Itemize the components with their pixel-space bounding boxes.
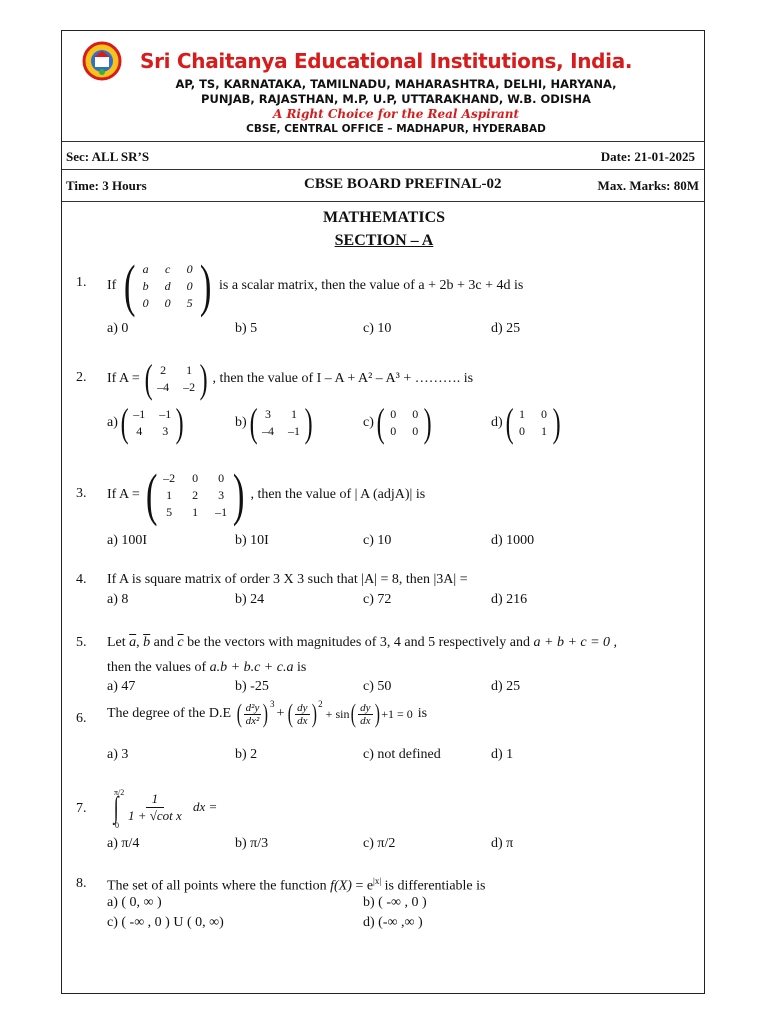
fraction <box>244 702 262 727</box>
question-number: 2. <box>76 370 87 385</box>
left-paren: ( <box>505 400 514 445</box>
option-b[interactable] <box>235 400 315 445</box>
matrix-cell: –1 <box>288 424 300 438</box>
option-d[interactable]: d) 216 <box>491 592 528 607</box>
question-text: is a scalar matrix, then the value of a + 2b + 3c + 4d is <box>218 278 524 293</box>
matrix <box>120 253 215 318</box>
option-label: c) <box>363 415 374 430</box>
matrix-cell: –1 <box>215 504 228 519</box>
right-paren: ) <box>552 400 561 445</box>
question-text: Let <box>107 635 126 650</box>
option-b[interactable]: b) π/3 <box>235 836 269 851</box>
equation-tail: +1 = 0 <box>381 706 413 721</box>
section-label: Sec: ALL SR’S <box>66 149 150 164</box>
matrix-cell: 0 <box>142 295 149 310</box>
question-5-line-2 <box>107 660 306 676</box>
left-paren: ( <box>288 699 294 728</box>
dot-product-expression: a.b + b.c + c.a <box>209 660 294 675</box>
question-text: = e <box>355 878 374 894</box>
option-a[interactable]: a) 100I <box>107 533 148 548</box>
question-text: If A is square matrix of order 3 X 3 such that |A| = 8, then |3A| = <box>107 572 468 587</box>
matrix-cell: d <box>164 278 171 293</box>
left-paren: ( <box>376 400 385 445</box>
integrand-fraction <box>128 791 182 824</box>
option-c[interactable]: c) 50 <box>363 679 392 694</box>
option-label: b) <box>235 415 247 430</box>
tagline: A Right Choice for the Real Aspirant <box>272 107 520 121</box>
question-number: 1. <box>76 275 87 290</box>
matrix-grid <box>131 406 173 440</box>
question-1 <box>107 253 524 318</box>
matrix-cell: 0 <box>218 470 225 485</box>
matrix-cell: –2 <box>183 380 196 394</box>
matrix-cell: 0 <box>390 407 397 421</box>
question-2 <box>107 356 474 401</box>
matrix <box>142 462 249 527</box>
matrix-cell: 0 <box>192 470 199 485</box>
denominator: 1 + √cot x <box>128 808 182 823</box>
question-text: be the vectors with magnitudes of 3, 4 and 5 respectively and <box>187 635 530 650</box>
matrix-cell: 1 <box>519 407 525 421</box>
option-d[interactable]: d) 25 <box>491 679 521 694</box>
question-text: If A = <box>107 487 140 502</box>
matrix-cell: 0 <box>412 424 419 438</box>
option-b[interactable]: b) ( -∞ , 0 ) <box>363 895 427 910</box>
question-text: If <box>107 278 117 293</box>
matrix <box>142 356 211 401</box>
matrix-grid <box>516 406 550 440</box>
matrix-cell: 5 <box>186 295 193 310</box>
matrix-cell: 1 <box>186 363 193 377</box>
exponent: |x| <box>373 876 382 886</box>
option-b[interactable]: b) 2 <box>235 747 258 762</box>
right-paren: ) <box>175 400 184 445</box>
denominator: dx <box>297 714 308 727</box>
option-a[interactable]: a) π/4 <box>107 836 140 851</box>
option-c[interactable]: c) not defined <box>363 747 441 762</box>
differential: dx = <box>193 799 218 814</box>
option-matrix <box>118 400 187 445</box>
exam-date: Date: 21-01-2025 <box>600 149 695 164</box>
integral-sign-icon: ∫ <box>113 791 119 824</box>
exponent: 2 <box>318 699 323 709</box>
question-text: , then the value of | A (adjA)| is <box>250 487 426 502</box>
right-paren: ) <box>311 699 317 728</box>
exam-name: CBSE BOARD PREFINAL-02 <box>304 176 502 192</box>
matrix-grid <box>260 406 302 440</box>
option-b[interactable]: b) 5 <box>235 321 258 336</box>
matrix-cell: b <box>142 278 149 293</box>
question-number: 8. <box>76 876 87 891</box>
sin-function: + sin <box>325 706 350 721</box>
option-d[interactable]: d) (-∞ ,∞ ) <box>363 915 423 930</box>
left-paren: ( <box>236 699 242 728</box>
right-paren: ) <box>232 462 245 527</box>
meta-divider <box>62 169 704 170</box>
integral-upper-limit: π/2 <box>114 788 125 797</box>
option-a[interactable]: a) 0 <box>107 321 129 336</box>
question-text: , then the value of I – A + A² – A³ + ………. is <box>212 371 474 386</box>
question-text: is differentiable is <box>384 878 486 894</box>
left-paren: ( <box>249 400 258 445</box>
option-a[interactable]: a) ( 0, ∞ ) <box>107 895 162 910</box>
states-line-2: PUNJAB, RAJASTHAN, M.P, U.P, UTTARAKHAND, W.B. ODISHA <box>201 92 591 106</box>
left-paren: ( <box>124 253 136 318</box>
vector-c: $\overline{c}$ <box>177 635 184 650</box>
option-c[interactable]: c) ( -∞ , 0 ) U ( 0, ∞) <box>107 915 224 930</box>
left-paren: ( <box>144 356 153 401</box>
matrix-cell: 0 <box>186 261 193 276</box>
matrix-cell: 3 <box>265 407 271 421</box>
option-matrix <box>247 400 316 445</box>
matrix-cell: 2 <box>160 363 167 377</box>
option-c[interactable]: c) 72 <box>363 592 392 607</box>
right-paren: ) <box>263 699 269 728</box>
question-number: 6. <box>76 711 87 726</box>
school-crest-logo-icon <box>82 41 122 81</box>
question-text: is <box>417 706 428 721</box>
option-d[interactable]: d) 1 <box>491 747 514 762</box>
option-matrix <box>374 400 435 445</box>
matrix-grid <box>161 470 229 521</box>
option-b[interactable]: b) 10I <box>235 533 269 548</box>
matrix-cell: –4 <box>157 380 170 394</box>
fraction <box>295 702 309 727</box>
matrix-cell: 0 <box>519 424 525 438</box>
option-c[interactable]: c) π/2 <box>363 836 396 851</box>
central-office: CBSE, CENTRAL OFFICE – MADHAPUR, HYDERABAD <box>246 123 546 135</box>
matrix-cell: 2 <box>192 487 199 502</box>
exam-divider <box>62 201 704 202</box>
matrix-grid <box>140 261 196 312</box>
right-paren: ) <box>199 356 208 401</box>
matrix-cell: 3 <box>162 424 169 438</box>
option-d[interactable]: d) 25 <box>491 321 521 336</box>
section-title: SECTION – A <box>334 232 434 249</box>
matrix-cell: 0 <box>164 295 171 310</box>
option-a[interactable]: a) 3 <box>107 747 129 762</box>
option-a[interactable]: a) 47 <box>107 679 136 694</box>
matrix-cell: 5 <box>166 504 173 519</box>
option-d[interactable]: d) 1000 <box>491 533 535 548</box>
matrix-cell: 1 <box>192 504 199 519</box>
matrix-cell: –4 <box>262 424 274 438</box>
numerator: d²y <box>245 701 260 714</box>
subject-title: MATHEMATICS <box>322 209 446 226</box>
option-label: a) <box>107 415 118 430</box>
question-text: then the values of <box>107 660 207 675</box>
matrix-cell: 0 <box>186 278 193 293</box>
conjunction: and <box>153 635 174 650</box>
left-paren: ( <box>120 400 129 445</box>
matrix-grid <box>387 406 421 440</box>
right-paren: ) <box>423 400 432 445</box>
exponent: 3 <box>270 699 275 709</box>
option-d[interactable] <box>491 400 563 445</box>
institution-name: Sri Chaitanya Educational Institutions, India. <box>140 49 633 73</box>
numerator: 1 <box>146 791 165 808</box>
vector-a: $\overline{a}$ <box>129 635 137 650</box>
fraction <box>358 702 372 727</box>
option-matrix <box>503 400 564 445</box>
matrix-cell: 0 <box>541 407 547 421</box>
option-c[interactable]: c) 10 <box>363 321 392 336</box>
question-number: 3. <box>76 486 87 501</box>
option-a[interactable]: a) 8 <box>107 592 129 607</box>
numerator: dy <box>360 701 371 714</box>
question-8 <box>107 876 485 895</box>
question-text: is <box>296 660 307 675</box>
option-a[interactable] <box>107 400 187 445</box>
matrix-cell: a <box>142 261 149 276</box>
question-text: The set of all points where the function <box>107 878 327 894</box>
question-3 <box>107 462 426 527</box>
matrix-cell: 0 <box>412 407 419 421</box>
header-divider <box>62 141 704 142</box>
question-5-line-1 <box>107 635 617 651</box>
question-number: 4. <box>76 572 87 587</box>
matrix-cell: 1 <box>291 407 297 421</box>
matrix-cell: 1 <box>166 487 173 502</box>
max-marks: Max. Marks: 80M <box>597 178 699 193</box>
separator: , <box>136 635 140 650</box>
question-6: The degree of the D.E ( $\frac{\text{d²y}}{\text{dx²}}$ ) $^3$ + ( $\frac{dy}{dx}$ ) $^2$ + sin ( $\frac{dy}{dx}$ ) +1 = 0 is <box>107 699 428 728</box>
right-paren: ) <box>304 400 313 445</box>
matrix-cell: 1 <box>541 424 547 438</box>
option-c[interactable]: c) 10 <box>363 533 392 548</box>
matrix-cell: –2 <box>163 470 176 485</box>
matrix-grid <box>155 362 197 396</box>
option-label: d) <box>491 415 503 430</box>
integral-lower-limit: 0 <box>115 821 119 830</box>
left-paren: ( <box>145 462 158 527</box>
left-paren: ( <box>351 699 357 728</box>
numerator: dy <box>297 701 308 714</box>
matrix-cell: 4 <box>136 424 143 438</box>
matrix-cell: c <box>164 261 171 276</box>
matrix-cell: –1 <box>159 407 172 421</box>
right-paren: ) <box>374 699 380 728</box>
option-b[interactable]: b) 24 <box>235 592 265 607</box>
question-text: If A = <box>107 371 140 386</box>
question-paper <box>61 30 705 994</box>
denominator: dx <box>360 714 371 727</box>
right-paren: ) <box>199 253 212 318</box>
question-text: The degree of the D.E <box>107 706 231 721</box>
option-d[interactable]: d) π <box>491 836 514 851</box>
states-line-1: AP, TS, KARNATAKA, TAMILNADU, MAHARASHTRA, DELHI, HARYANA, <box>175 77 617 91</box>
option-b[interactable]: b) -25 <box>235 679 269 694</box>
question-number: 7. <box>76 801 87 816</box>
vector-b: $\overline{b}$ <box>143 635 151 650</box>
function-name: f(X) <box>330 878 352 894</box>
matrix-cell: –1 <box>133 407 146 421</box>
option-c[interactable] <box>363 400 435 445</box>
question-number: 5. <box>76 635 87 650</box>
matrix-cell: 0 <box>390 424 397 438</box>
denominator: dx² <box>245 714 260 727</box>
vector-sum-expression: a + b + c = 0 , <box>533 635 618 650</box>
matrix-cell: 3 <box>218 487 225 502</box>
exam-time: Time: 3 Hours <box>66 178 147 193</box>
